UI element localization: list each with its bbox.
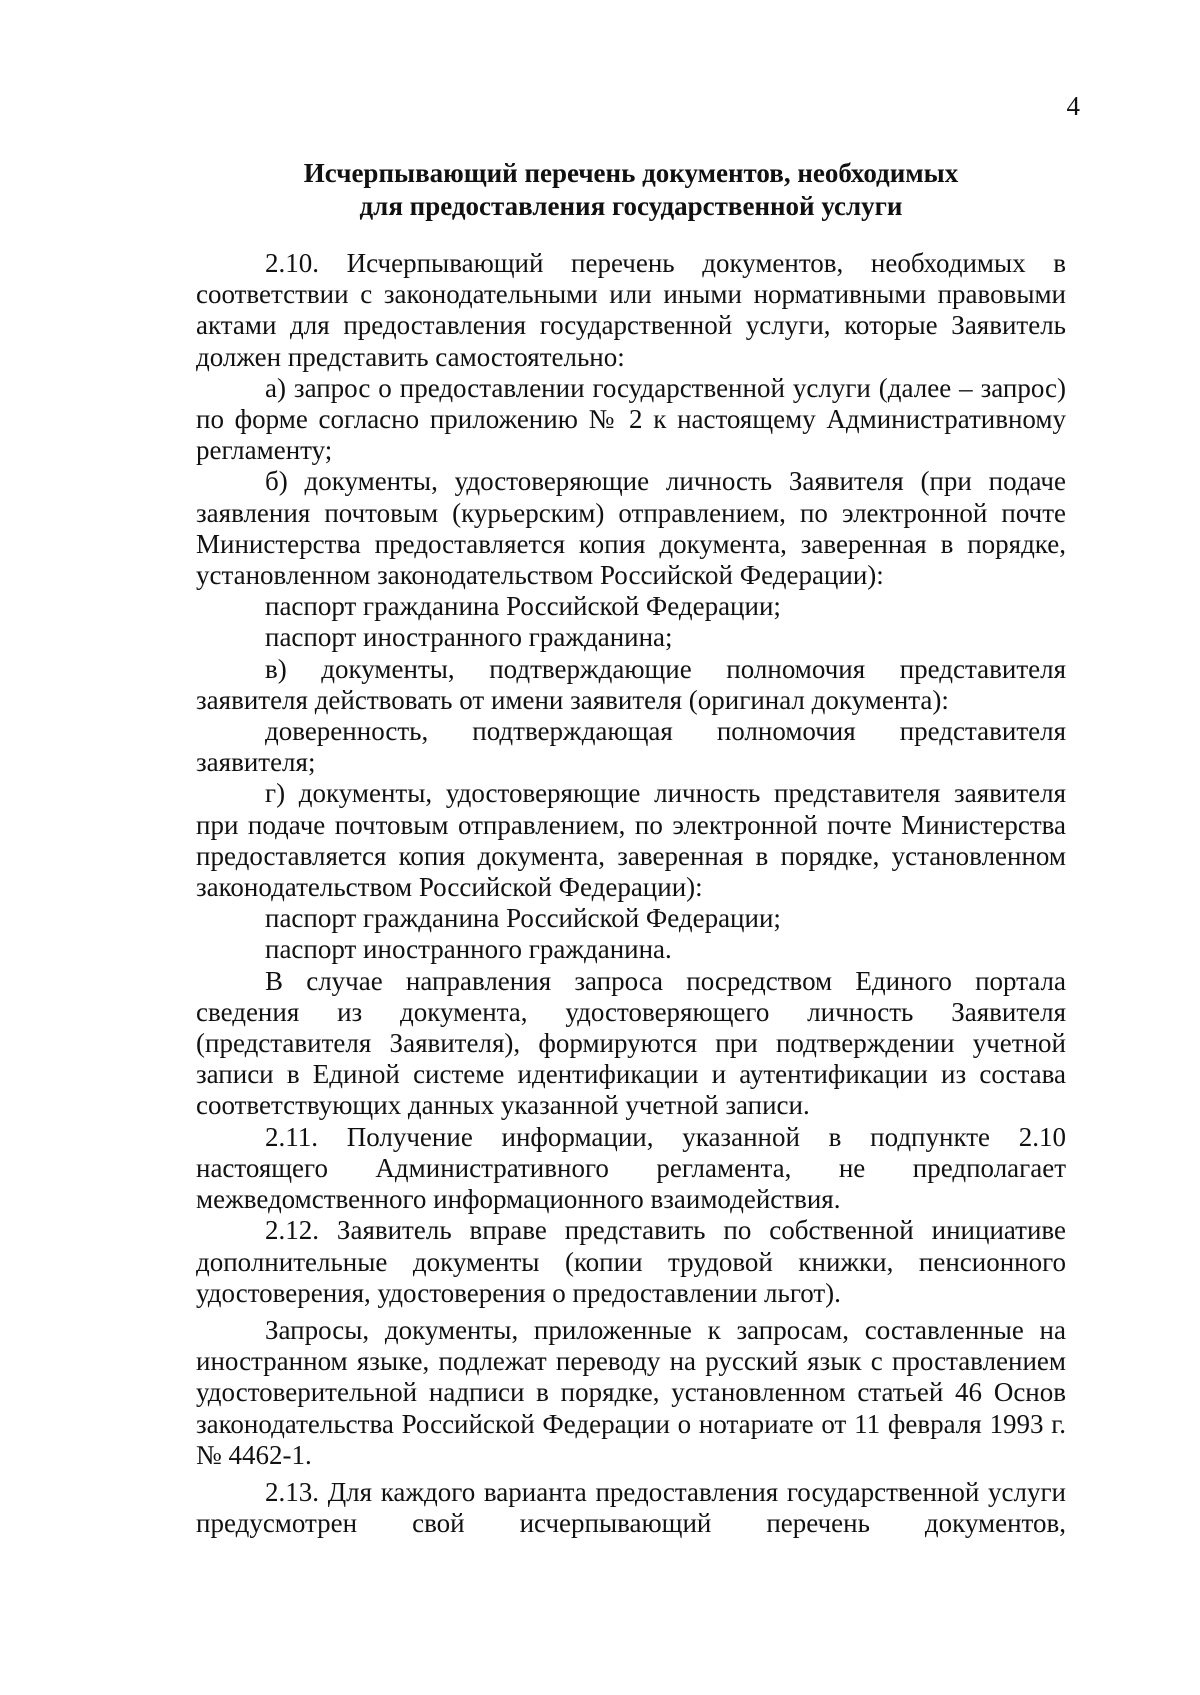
section-heading <box>196 157 1066 223</box>
list-item-passport-rf-2: паспорт гражданина Российской Федерации; <box>265 903 781 934</box>
heading-line-2: для предоставления государственной услуги <box>359 191 903 221</box>
document-body <box>196 248 1066 1539</box>
list-item-a: а) запрос о предоставлении государственной услуги (далее – запрос) по форме согласно приложению № 2 к настоящему Административному регламенту; <box>196 372 1066 466</box>
page-number: 4 <box>1066 91 1080 121</box>
list-item-passport-foreign: паспорт иностранного гражданина; <box>265 622 673 653</box>
heading-line-1: Исчерпывающий перечень документов, необходимых <box>303 158 959 188</box>
paragraph-2-10: 2.10. Исчерпывающий перечень документов, необходимых в соответствии с законодательными или иными нормативными правовыми актами для предоставления государственной услуги, которые Заявитель должен представить самостоятельно: <box>196 248 1066 372</box>
list-item-passport-rf: паспорт гражданина Российской Федерации; <box>265 591 781 622</box>
paragraph-2-13: 2.13. Для каждого варианта предоставления государственной услуги предусмотрен свой исчерпывающий перечень документов, <box>196 1476 1066 1539</box>
list-item-b: б) документы, удостоверяющие личность Заявителя (при подаче заявления почтовым (курьерским) отправлением, по электронной почте Министерства предоставляется копия документа, заверенная в порядке, установленном законодательством Российской Федерации): <box>196 466 1066 591</box>
list-item-power-of-attorney: доверенность, подтверждающая полномочия представителя заявителя; <box>196 716 1066 778</box>
paragraph-unified-portal: В случае направления запроса посредством Единого портала сведения из документа, удостоверяющего личность Заявителя (представителя Заявителя), формируются при подтверждении учетной записи в Единой системе идентификации и аутентификации из состава соответствующих данных указанной учетной записи. <box>196 965 1066 1121</box>
list-item-v: в) документы, подтверждающие полномочия представителя заявителя действовать от имени заявителя (оригинал документа): <box>196 653 1066 715</box>
paragraph-2-12: 2.12. Заявитель вправе представить по собственной инициативе дополнительные документы (копии трудовой книжки, пенсионного удостоверения, удостоверения о предоставлении льгот). <box>196 1215 1066 1308</box>
paragraph-foreign-language: Запросы, документы, приложенные к запросам, составленные на иностранном языке, подлежат переводу на русский язык с проставлением удостоверительной надписи в порядке, установленном статьей 46 Основ законодательства Российской Федерации о нотариате от 11 февраля 1993 г. № 4462-1. <box>196 1314 1066 1470</box>
list-item-g: г) документы, удостоверяющие личность представителя заявителя при подаче почтовым отправлением, по электронной почте Министерства предоставляется копия документа, заверенная в порядке, установленном законодательством Российской Федерации): <box>196 778 1066 903</box>
paragraph-2-11: 2.11. Получение информации, указанной в подпункте 2.10 настоящего Административного регламента, не предполагает межведомственного информационного взаимодействия. <box>196 1121 1066 1215</box>
list-item-passport-foreign-2: паспорт иностранного гражданина. <box>265 934 672 965</box>
